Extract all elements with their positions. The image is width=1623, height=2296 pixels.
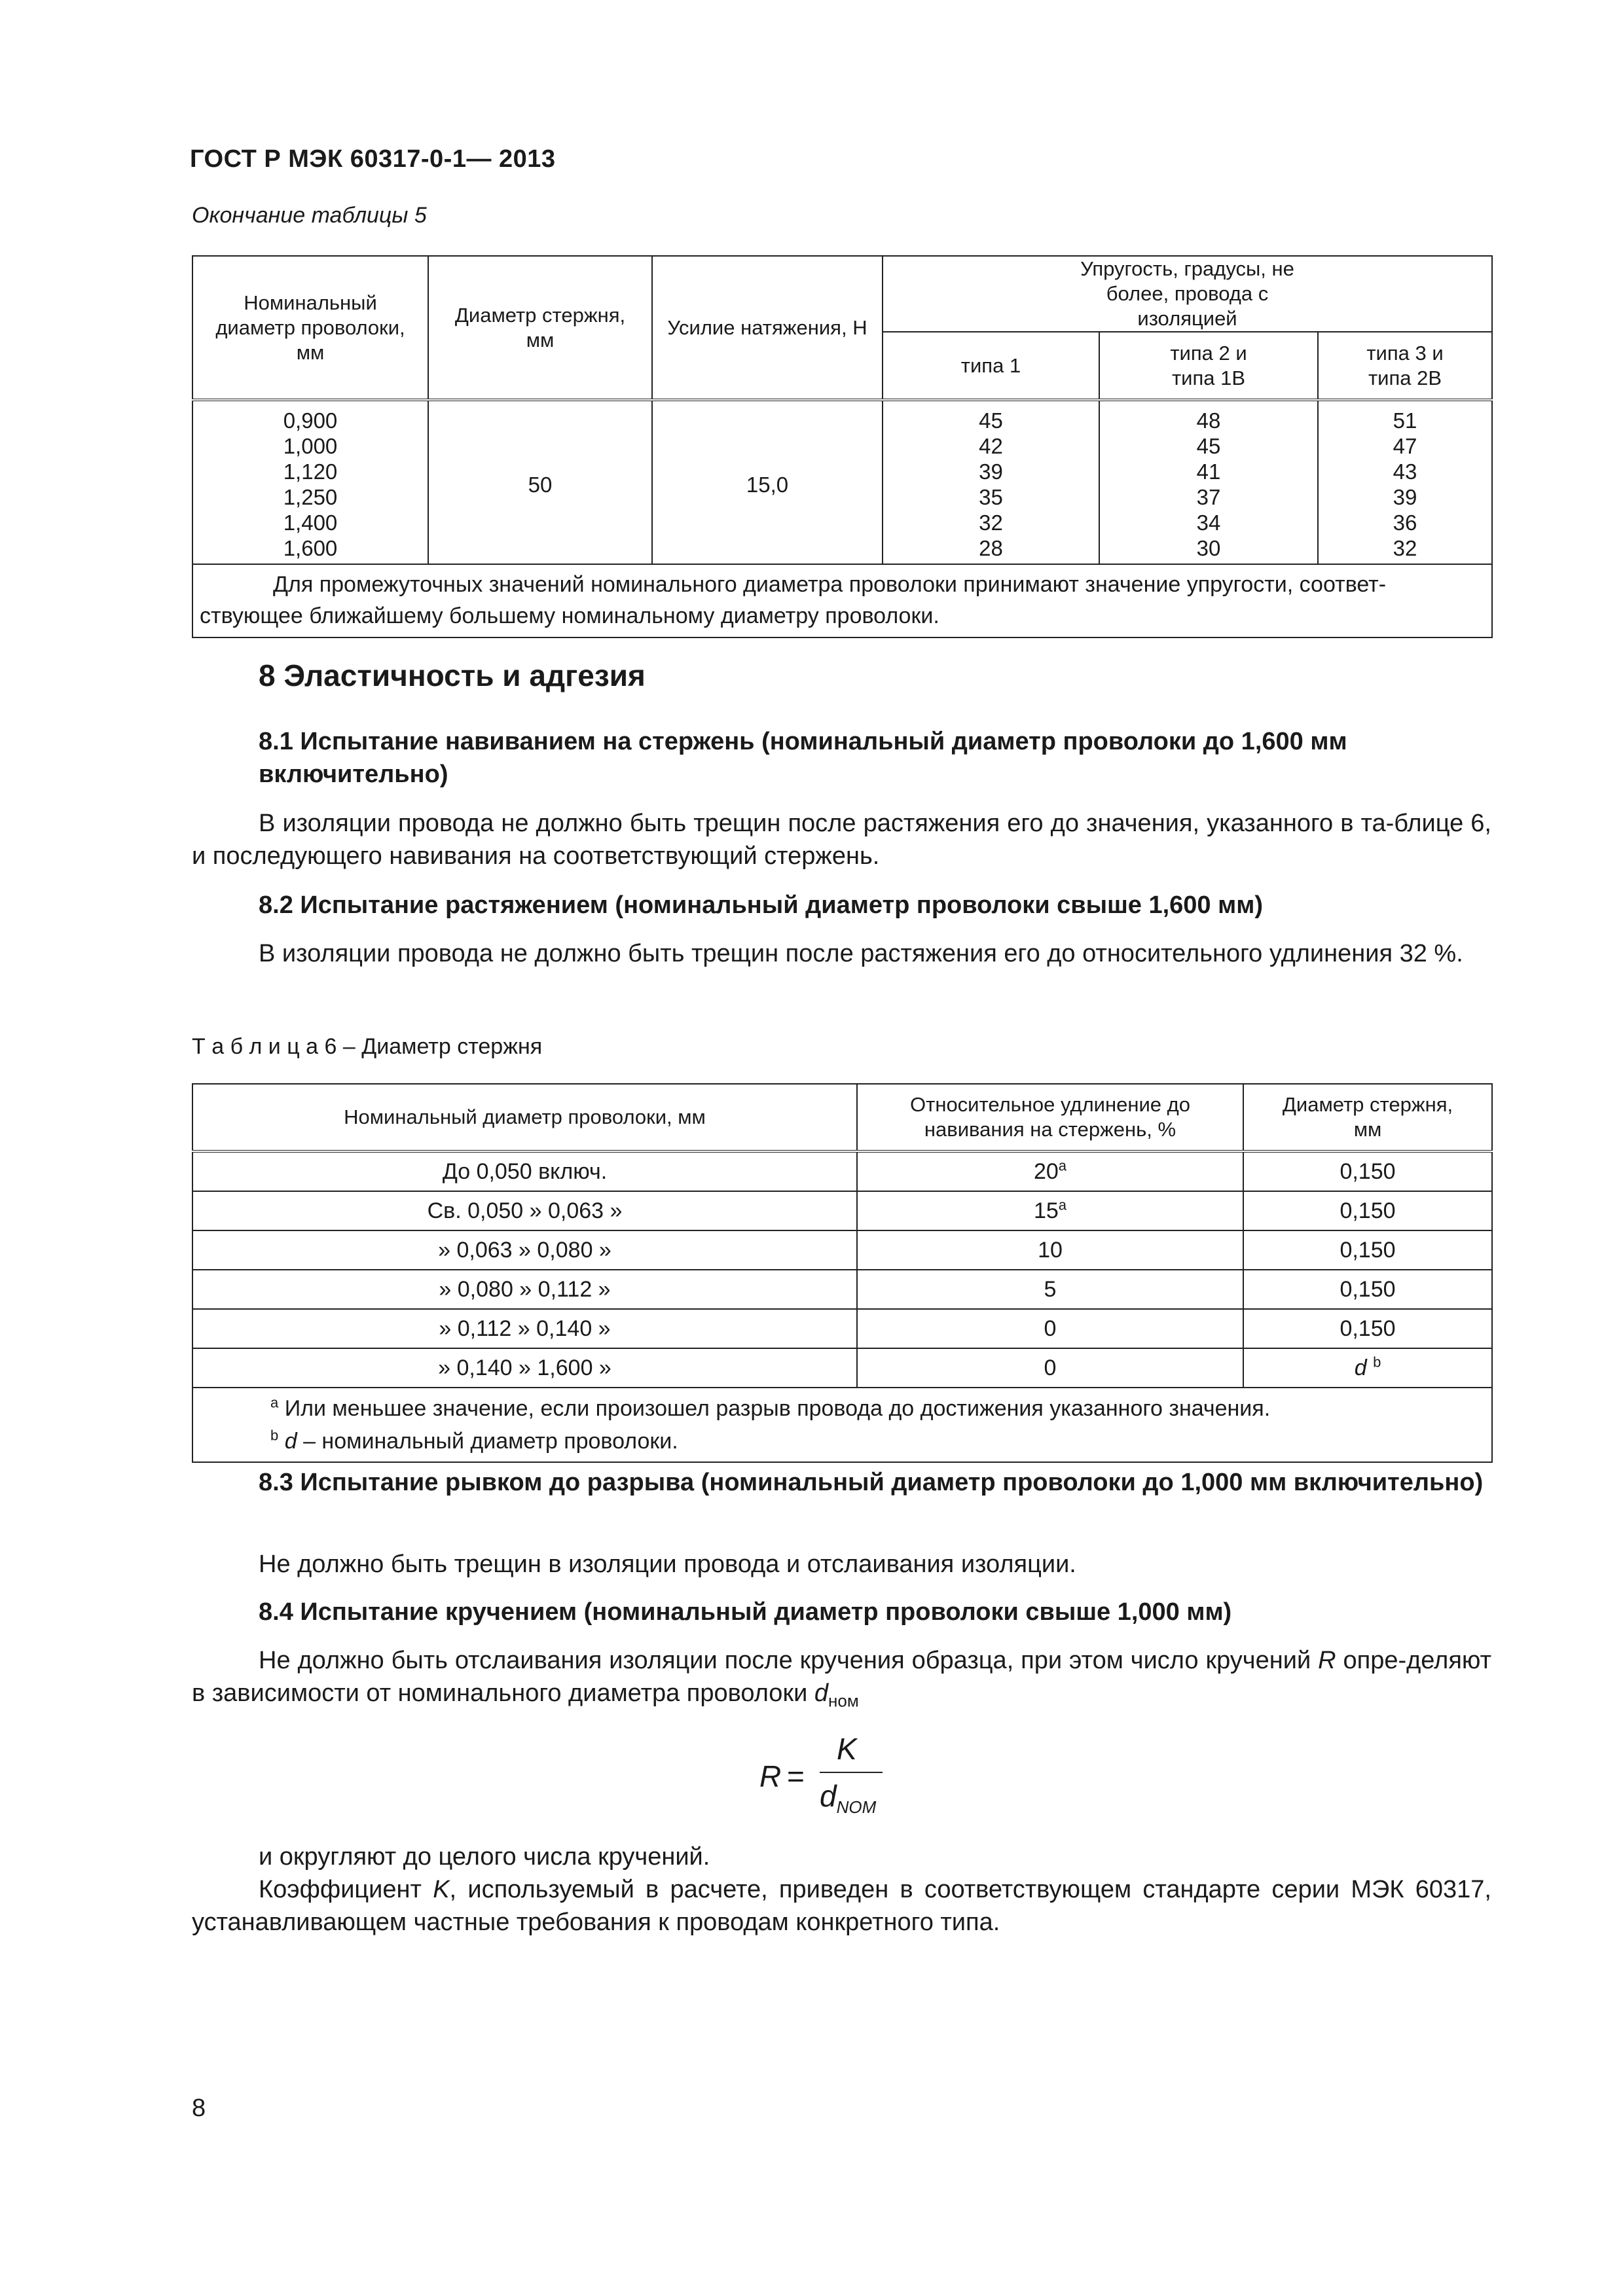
- footnote-mark: a: [1058, 1157, 1067, 1174]
- formula-numerator: K: [837, 1732, 857, 1766]
- formula-lhs: R: [759, 1759, 782, 1793]
- header-springiness: Упругость, градусы, не более, провода с изоляцией: [883, 256, 1492, 332]
- section-8-2-text: В изоляции провода не должно быть трещин после растяжения его до относительного удлинения 32 %.: [259, 940, 1463, 967]
- header-nominal-diameter: Номинальный диаметр проволоки, мм: [192, 1084, 857, 1151]
- coefficient-text: [192, 1873, 1491, 1939]
- footnote-a: [270, 1392, 1491, 1425]
- header-nominal-diameter: Номинальный диаметр проволоки, мм: [192, 256, 428, 400]
- elongation-cell: 0: [857, 1309, 1243, 1348]
- rod-cell: 0,150: [1243, 1309, 1492, 1348]
- torsion-formula: [759, 1731, 956, 1823]
- nominal-diameter-cell: [192, 400, 428, 564]
- type2-cell: [1099, 400, 1318, 564]
- rod-cell: 0,150: [1243, 1230, 1492, 1270]
- footnote-b-var: d: [284, 1429, 297, 1454]
- rod-cell: 0,150: [1243, 1270, 1492, 1309]
- value: 45: [979, 408, 1003, 433]
- section-8-heading: 8 Эластичность и адгезия: [259, 658, 646, 692]
- value: 47: [1393, 434, 1417, 458]
- text: Не должно быть отслаивания изоляции после кручения образца, при этом число кручений: [259, 1647, 1319, 1674]
- var-R: R: [1318, 1647, 1336, 1674]
- section-8-4-text: [192, 1644, 1491, 1717]
- value: 36: [1393, 511, 1417, 535]
- table5-caption: Окончание таблицы 5: [192, 203, 427, 228]
- type3-cell: [1318, 400, 1492, 564]
- value: 1,400: [283, 511, 338, 535]
- rod-diameter-cell: 50: [428, 400, 652, 564]
- text: опре-деляют в зависимости от номинального диаметра проволоки: [192, 1647, 1491, 1707]
- value: 1,000: [283, 434, 338, 458]
- section-8-1-text: В изоляции провода не должно быть трещин после растяжения его до значения, указанного в та-блице 6, и последующего навивания на соответствующий стержень.: [192, 810, 1491, 870]
- header-tension-force: Усилие натяжения, Н: [652, 256, 883, 400]
- text: Коэффициент: [259, 1876, 433, 1903]
- table-6: [192, 1083, 1493, 1463]
- section-8-3-heading: 8.3 Испытание рывком до разрыва (номинальный диаметр проволоки до 1,000 мм включительно): [259, 1469, 1484, 1496]
- tension-force-cell: 15,0: [652, 400, 883, 564]
- text: , используемый в расчете, приведен в соответствующем стандарте серии МЭК 60317, устанавливающем частные требования к проводам конкретного типа.: [192, 1876, 1491, 1936]
- formula-eq: =: [787, 1759, 805, 1793]
- elongation-cell: [857, 1151, 1243, 1191]
- header-type1: типа 1: [883, 332, 1099, 400]
- rod-cell: 0,150: [1243, 1191, 1492, 1230]
- section-8-3-text: Не должно быть трещин в изоляции провода и отслаивания изоляции.: [259, 1551, 1076, 1578]
- table-row: [192, 1309, 1492, 1348]
- den-sub: NOM: [836, 1797, 877, 1818]
- value: 37: [1196, 485, 1221, 509]
- header-rod-diameter: Диаметр стержня, мм: [1243, 1084, 1492, 1151]
- elongation-cell: 5: [857, 1270, 1243, 1309]
- value: 1,250: [283, 485, 338, 509]
- value: 1,120: [283, 459, 338, 484]
- elongation-cell: 0: [857, 1348, 1243, 1388]
- section-8-2-heading: 8.2 Испытание растяжением (номинальный диаметр проволоки свыше 1,600 мм): [259, 891, 1263, 919]
- header-type2: типа 2 и типа 1В: [1099, 332, 1318, 400]
- elongation-cell: [857, 1191, 1243, 1230]
- value: 28: [979, 536, 1003, 560]
- table-row: [192, 1151, 1492, 1191]
- value: 42: [979, 434, 1003, 458]
- value: 43: [1393, 459, 1417, 484]
- table-row: [192, 1348, 1492, 1388]
- table6-caption: Т а б л и ц а 6 – Диаметр стержня: [192, 1034, 543, 1059]
- header-elongation: Относительное удлинение до навивания на стержень, %: [857, 1084, 1243, 1151]
- value: 48: [1196, 408, 1221, 433]
- range-cell: » 0,112 » 0,140 »: [192, 1309, 857, 1348]
- header-rod-diameter: Диаметр стержня, мм: [428, 256, 652, 400]
- value: 45: [1196, 434, 1221, 458]
- value: 32: [1393, 536, 1417, 560]
- elongation-value: 15: [1033, 1198, 1059, 1223]
- footnote-mark: b: [1373, 1354, 1381, 1371]
- table-5: [192, 255, 1493, 638]
- range-cell: До 0,050 включ.: [192, 1151, 857, 1191]
- elongation-cell: 10: [857, 1230, 1243, 1270]
- value: 1,600: [283, 536, 338, 560]
- table5-note: [192, 564, 1492, 637]
- footnote-mark: a: [270, 1394, 279, 1411]
- value: 34: [1196, 511, 1221, 535]
- den-var: d: [820, 1779, 837, 1813]
- value: 39: [1393, 485, 1417, 509]
- range-cell: » 0,140 » 1,600 »: [192, 1348, 857, 1388]
- footnote-b: [270, 1425, 1491, 1458]
- rod-cell: [1243, 1348, 1492, 1388]
- after-formula-text: и округляют до целого числа кручений.: [259, 1843, 710, 1871]
- value: 32: [979, 511, 1003, 535]
- table-row: [192, 1191, 1492, 1230]
- table-row: [192, 1270, 1492, 1309]
- footnote-b-text: – номинальный диаметр проволоки.: [303, 1429, 678, 1454]
- value: 30: [1196, 536, 1221, 560]
- value: 39: [979, 459, 1003, 484]
- section-8-1-heading: 8.1 Испытание навиванием на стержень (номинальный диаметр проволоки до 1,600 мм включительно): [259, 728, 1347, 788]
- var-K: K: [433, 1876, 450, 1903]
- subscript: ном: [828, 1691, 859, 1711]
- document-title: ГОСТ Р МЭК 60317-0-1— 2013: [190, 145, 556, 173]
- elongation-value: 20: [1033, 1158, 1059, 1184]
- table6-footnotes: [192, 1388, 1492, 1462]
- footnote-mark: b: [270, 1427, 279, 1444]
- var-d: d: [814, 1679, 828, 1707]
- value: 0,900: [283, 408, 338, 433]
- rod-cell: 0,150: [1243, 1151, 1492, 1191]
- section-8-4-heading: 8.4 Испытание кручением (номинальный диаметр проволоки свыше 1,000 мм): [259, 1598, 1232, 1626]
- formula-denominator: [820, 1778, 876, 1818]
- footnote-mark: a: [1058, 1196, 1067, 1213]
- value: 35: [979, 485, 1003, 509]
- page-number: 8: [192, 2094, 206, 2122]
- range-cell: » 0,080 » 0,112 »: [192, 1270, 857, 1309]
- footnote-a-text: Или меньшее значение, если произошел разрыв провода до достижения указанного значения.: [284, 1396, 1271, 1421]
- header-type3: типа 3 и типа 2В: [1318, 332, 1492, 400]
- rod-variable: d: [1354, 1355, 1367, 1380]
- type1-cell: [883, 400, 1099, 564]
- table-row: [192, 1230, 1492, 1270]
- table5-note-text: Для промежуточных значений номинального диаметра проволоки принимают значение упругости, соответ-ствующее ближайшему большему номинальному диаметру проволоки.: [200, 572, 1387, 628]
- range-cell: » 0,063 » 0,080 »: [192, 1230, 857, 1270]
- value: 51: [1393, 408, 1417, 433]
- value: 41: [1196, 459, 1221, 484]
- range-cell: Св. 0,050 » 0,063 »: [192, 1191, 857, 1230]
- fraction-bar: [820, 1772, 883, 1773]
